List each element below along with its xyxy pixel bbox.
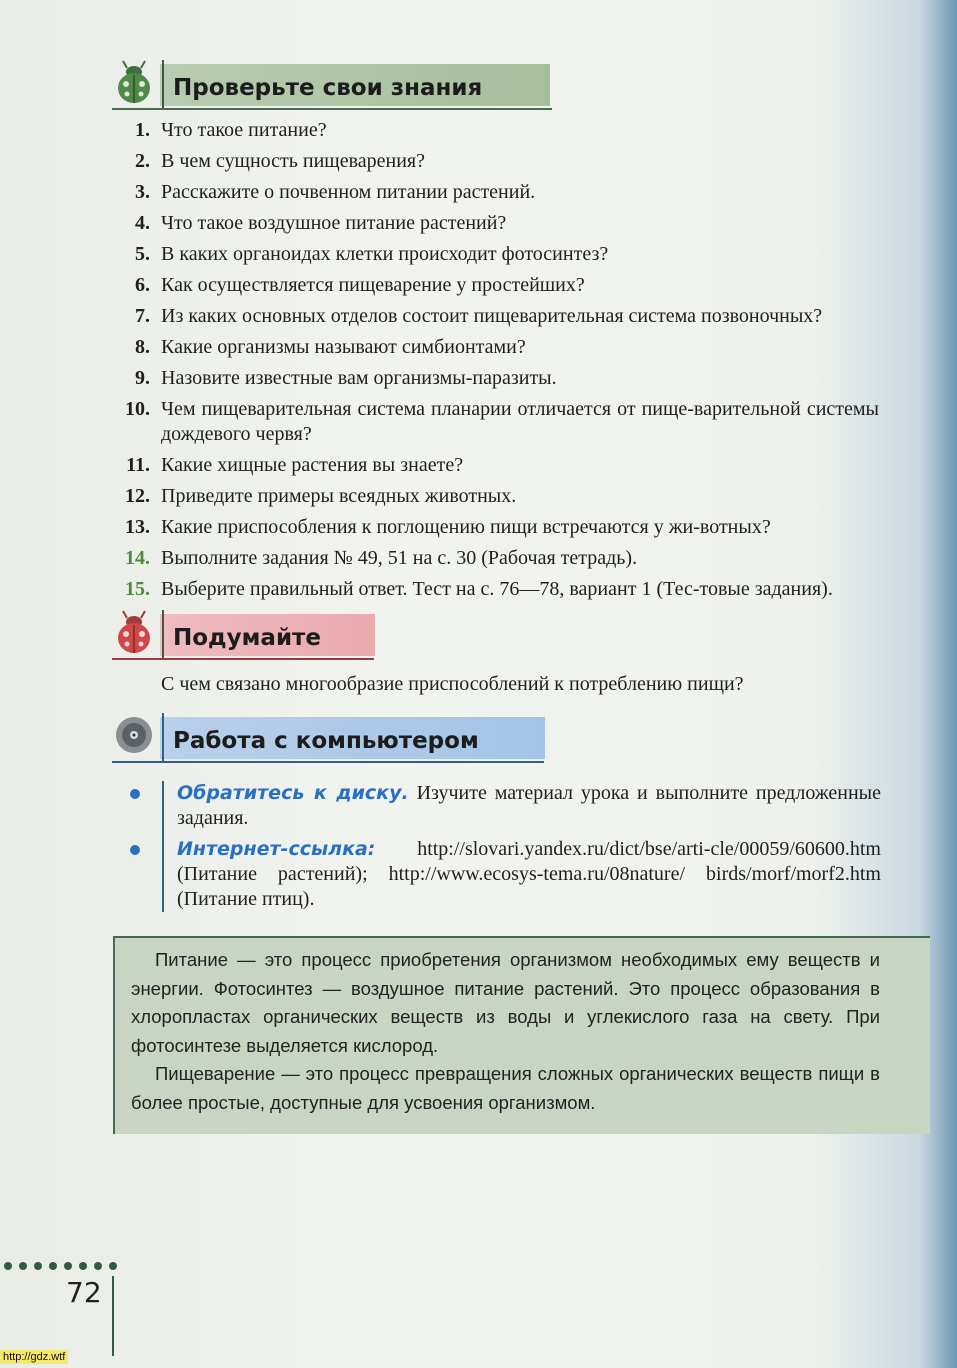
divider xyxy=(162,713,164,763)
divider xyxy=(112,1276,114,1356)
section-header-check xyxy=(112,60,930,110)
divider xyxy=(162,610,164,660)
think-question: С чем связано многообразие приспособлений к потреблению пищи? xyxy=(161,673,744,695)
question-number: 6. xyxy=(135,274,150,296)
disc-icon xyxy=(114,713,154,759)
question-item xyxy=(112,211,879,236)
section-title: Подумайте xyxy=(173,625,321,651)
bullet-icon xyxy=(130,845,140,855)
section-title: Работа с компьютером xyxy=(173,728,479,754)
question-number: 12. xyxy=(125,485,150,507)
question-number: 3. xyxy=(135,181,150,203)
divider xyxy=(162,60,164,110)
question-text: Выберите правильный ответ. Тест на с. 76—78, вариант 1 (Тес-товые задания). xyxy=(161,578,833,600)
section-header-think xyxy=(112,610,930,660)
question-number: 10. xyxy=(125,398,150,420)
question-text: Какие хищные растения вы знаете? xyxy=(161,454,464,476)
question-text: Выполните задания № 49, 51 на с. 30 (Рабочая тетрадь). xyxy=(161,547,638,569)
internet-links[interactable]: http://slovari.yandex.ru/dict/bse/arti-cle/00059/60600.htm (Питание растений); http://www.ecosys-tema.ru/08nature/ birds/morf/morf2.htm (Питание птиц). xyxy=(177,838,881,910)
ladybug-icon xyxy=(114,610,154,656)
question-item xyxy=(112,273,879,298)
divider xyxy=(112,761,544,763)
question-number: 4. xyxy=(135,212,150,234)
summary-paragraph: Пищеварение — это процесс превращения сложных органических веществ пищи в более простые, доступные для усвоения организмом. xyxy=(131,1063,880,1113)
question-number: 1. xyxy=(135,119,150,141)
question-item xyxy=(112,453,879,478)
section-title: Проверьте свои знания xyxy=(173,75,483,101)
question-text: Назовите известные вам организмы-паразиты. xyxy=(161,367,557,389)
question-text: Чем пищеварительная система планарии отличается от пище-варительной системы дождевого червя? xyxy=(161,398,879,445)
question-text: Какие организмы называют симбионтами? xyxy=(161,336,526,358)
question-item xyxy=(112,577,879,602)
question-text: Как осуществляется пищеварение у простейших? xyxy=(161,274,585,296)
question-text: Приведите примеры всеядных животных. xyxy=(161,485,517,507)
ladybug-icon xyxy=(114,60,154,106)
divider xyxy=(112,108,552,110)
question-text: Что такое питание? xyxy=(161,119,327,141)
question-item xyxy=(112,180,879,205)
divider xyxy=(112,658,374,660)
question-number: 5. xyxy=(135,243,150,265)
question-item xyxy=(112,546,879,571)
question-number: 11. xyxy=(126,454,150,476)
question-item xyxy=(112,515,879,540)
computer-item-disc: Обратитесь к диску. Изучите материал урока и выполните предложенные задания. xyxy=(177,781,881,831)
question-item xyxy=(112,397,879,447)
summary-paragraph: Питание — это процесс приобретения организмом необходимых ему веществ и энергии. Фотосинтез — воздушное питание растений. Это процесс образования в хлоропластах органических веществ из воды и углекислого газа на свету. При фотосинтезе выделяется кислород. xyxy=(131,949,880,1056)
question-number: 15. xyxy=(125,578,150,600)
bullet-icon xyxy=(130,789,140,799)
question-item xyxy=(112,366,879,391)
computer-items xyxy=(162,781,881,912)
question-item xyxy=(112,242,879,267)
question-item xyxy=(112,118,879,143)
computer-item-internet xyxy=(177,837,881,912)
questions-list xyxy=(112,118,879,602)
section-header-computer xyxy=(112,713,930,763)
question-text: Расскажите о почвенном питании растений. xyxy=(161,181,536,203)
question-item xyxy=(112,149,879,174)
question-number: 2. xyxy=(135,150,150,172)
question-text: В каких органоидах клетки происходит фотосинтез? xyxy=(161,243,609,265)
internet-link-label: Интернет-ссылка: xyxy=(177,838,376,860)
page-number: 72 xyxy=(66,1276,102,1309)
question-item xyxy=(112,484,879,509)
question-text: Какие приспособления к поглощению пищи встречаются у жи-вотных? xyxy=(161,516,771,538)
question-item xyxy=(112,335,879,360)
question-number: 9. xyxy=(135,367,150,389)
question-text: В чем сущность пищеварения? xyxy=(161,150,425,172)
watermark: http://gdz.wtf xyxy=(0,1350,68,1364)
question-text: Из каких основных отделов состоит пищеварительная система позвоночных? xyxy=(161,305,823,327)
question-number: 13. xyxy=(125,516,150,538)
decorative-dots xyxy=(4,1262,117,1270)
summary-box xyxy=(113,936,930,1134)
question-number: 7. xyxy=(135,305,150,327)
question-text: Что такое воздушное питание растений? xyxy=(161,212,507,234)
question-number: 8. xyxy=(135,336,150,358)
question-item xyxy=(112,304,879,329)
question-number: 14. xyxy=(125,547,150,569)
disc-link[interactable]: Обратитесь к диску. xyxy=(177,782,409,804)
page-column xyxy=(112,60,930,1134)
